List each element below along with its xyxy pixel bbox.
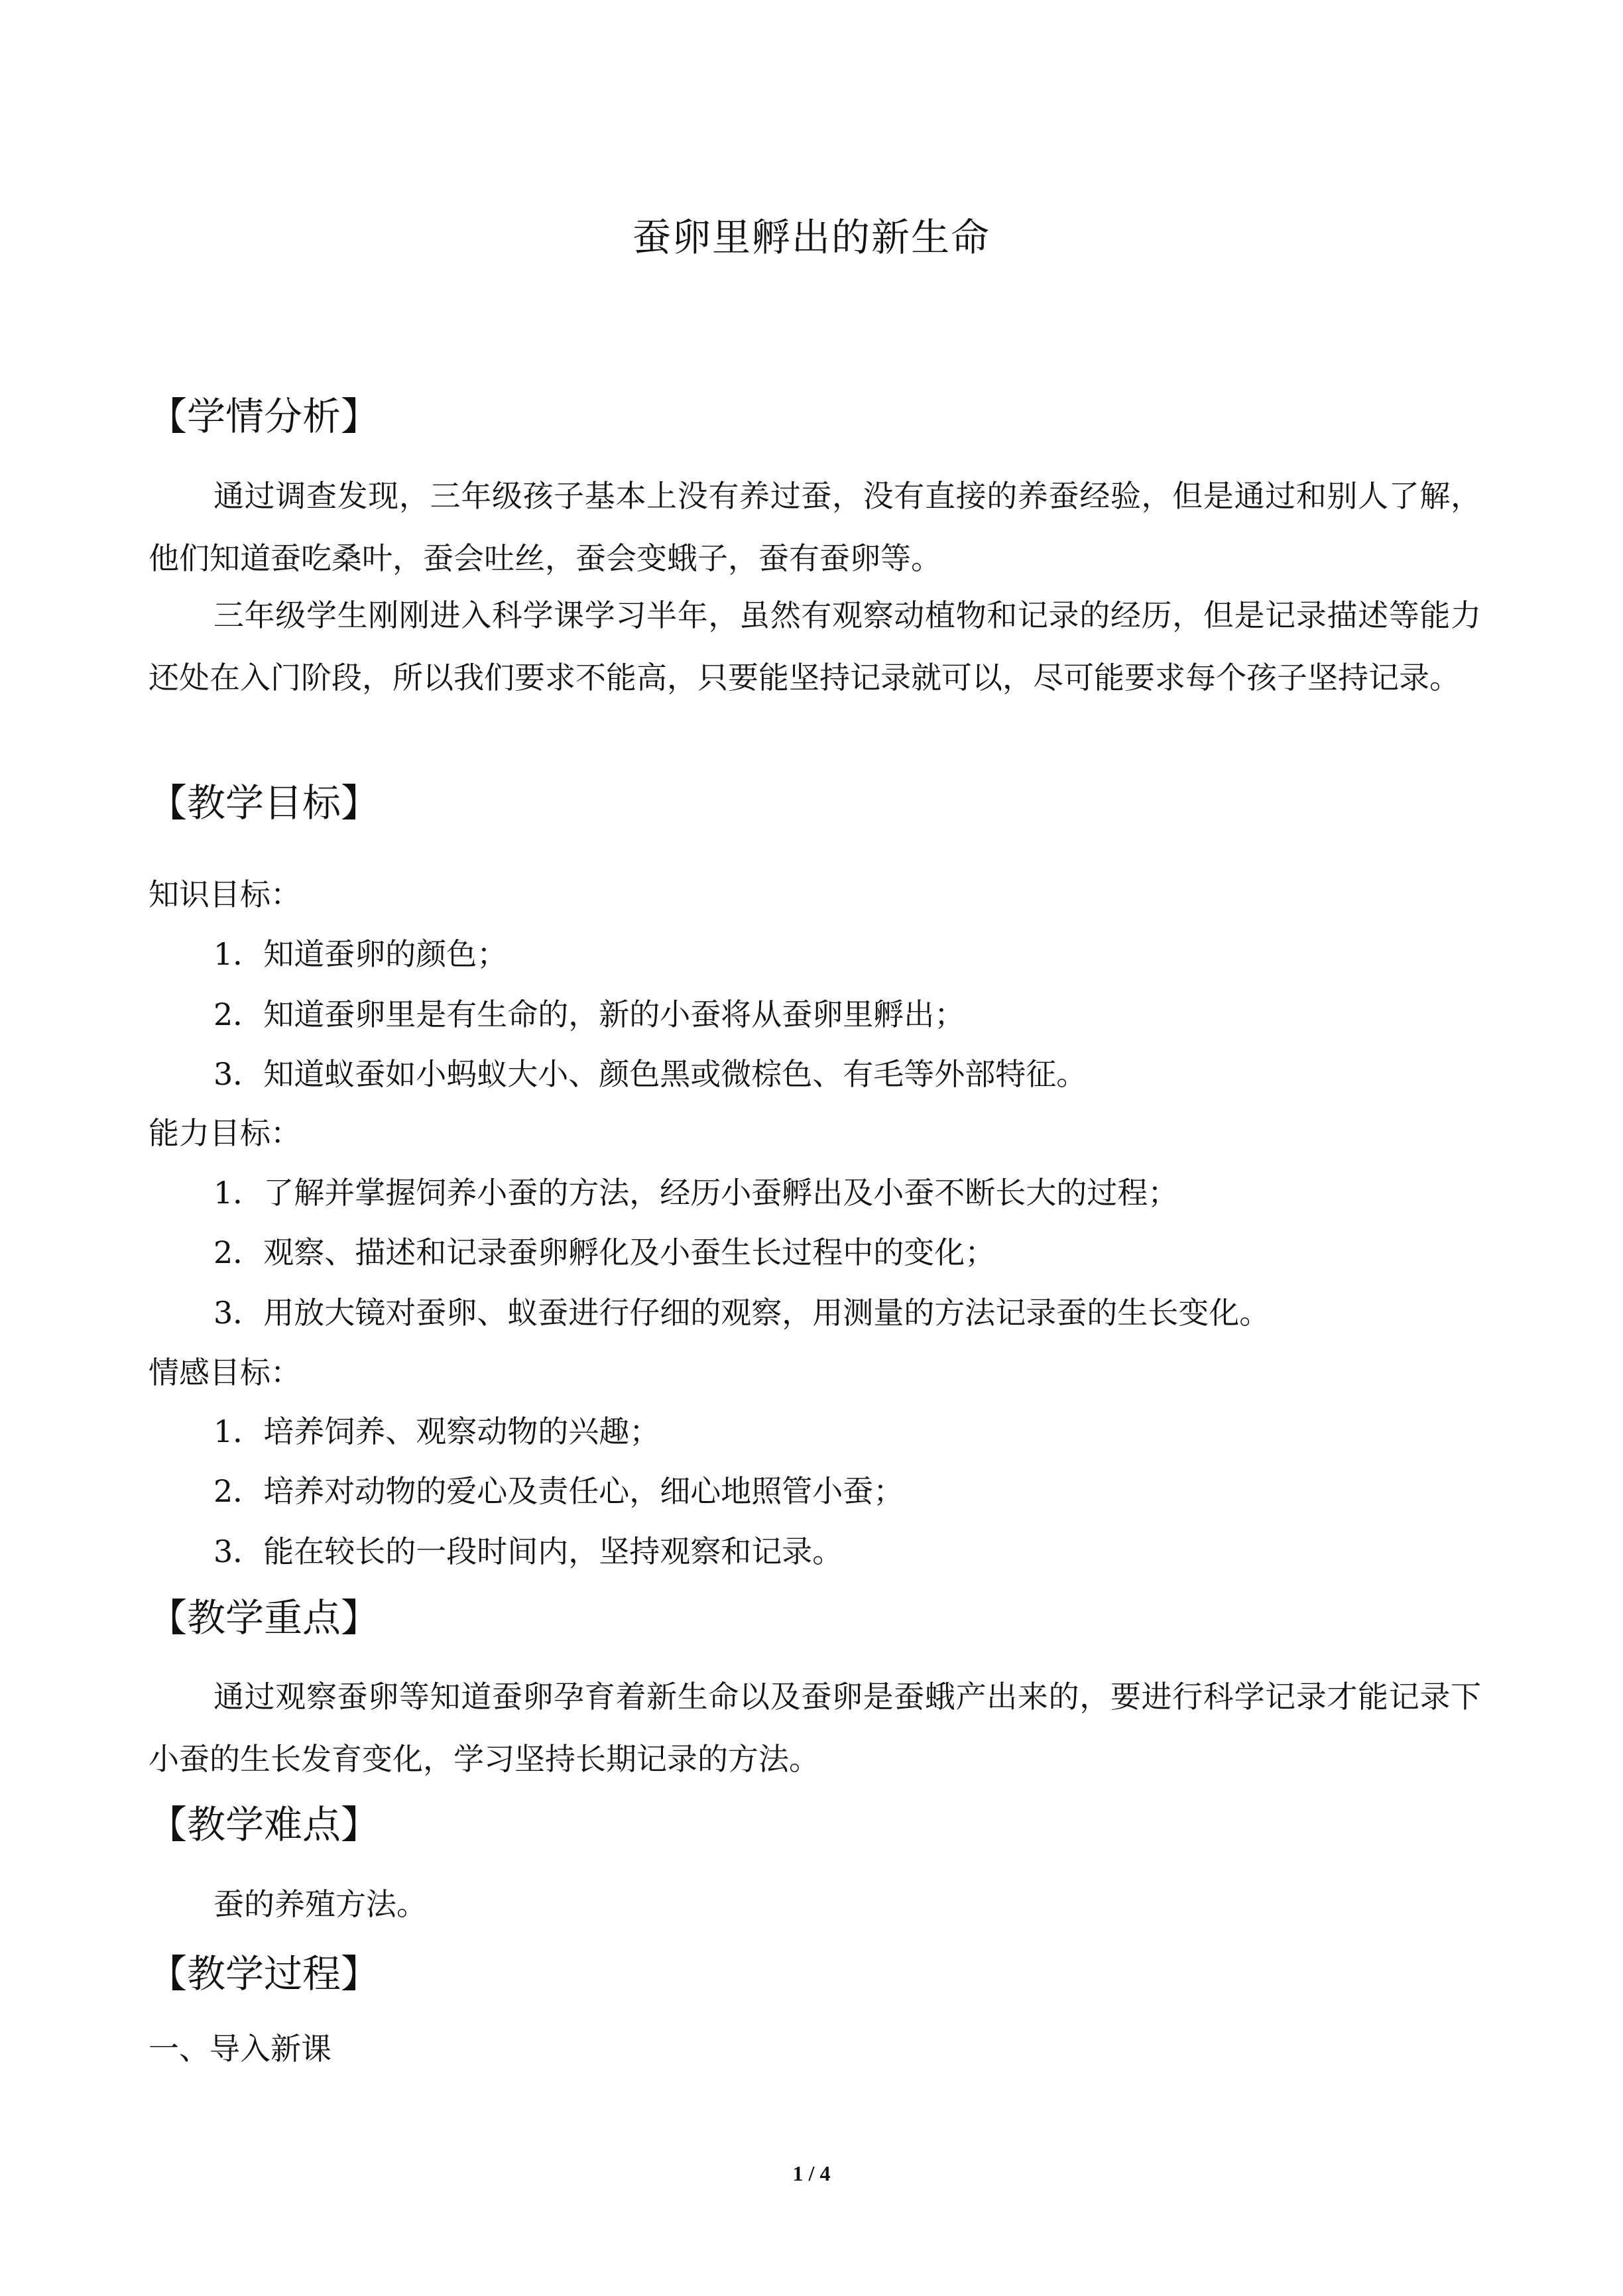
process-step-1: 一、导入新课 [149, 2031, 331, 2067]
difficulties-paragraph: 蚕的养殖方法。 [213, 1886, 427, 1922]
knowledge-goal-item: 2．知道蚕卵里是有生命的，新的小蚕将从蚕卵里孵出； [213, 997, 965, 1032]
heading-goals: 【教学目标】 [149, 780, 380, 825]
heading-analysis: 【学情分析】 [149, 394, 380, 439]
ability-goal-item: 3．用放大镜对蚕卵、蚁蚕进行仔细的观察，用测量的方法记录蚕的生长变化。 [213, 1295, 1270, 1331]
emotion-goal-item: 2．培养对动物的爱心及责任心，细心地照管小蚕； [213, 1473, 904, 1509]
analysis-paragraph-2: 三年级学生刚刚进入科学课学习半年，虽然有观察动植物和记录的经历，但是记录描述等能力还处在入门阶段，所以我们要求不能高，只要能坚持记录就可以，尽可能要求每个孩子坚持记录。 [149, 597, 1481, 695]
heading-difficulties: 【教学难点】 [149, 1802, 380, 1847]
knowledge-goals-label: 知识目标： [149, 876, 301, 912]
page-number: 1 / 4 [792, 2161, 831, 2185]
ability-goal-item: 1．了解并掌握饲养小蚕的方法，经历小蚕孵出及小蚕不断长大的过程； [213, 1175, 1179, 1211]
analysis-paragraph-1: 通过调查发现，三年级孩子基本上没有养过蚕，没有直接的养蚕经验，但是通过和别人了解，他们知道蚕吃桑叶，蚕会吐丝，蚕会变蛾子，蚕有蚕卵等。 [149, 478, 1481, 576]
emotion-goal-item: 1．培养饲养、观察动物的兴趣； [213, 1414, 660, 1449]
ability-goals-label: 能力目标： [149, 1115, 301, 1151]
heading-process: 【教学过程】 [149, 1951, 380, 1996]
ability-goal-item: 2．观察、描述和记录蚕卵孵化及小蚕生长过程中的变化； [213, 1235, 996, 1270]
emotion-goals-label: 情感目标： [149, 1355, 301, 1390]
document-title: 蚕卵里孵出的新生命 [632, 215, 991, 260]
knowledge-goal-item: 3．知道蚁蚕如小蚂蚁大小、颜色黑或微棕色、有毛等外部特征。 [213, 1056, 1087, 1092]
knowledge-goal-item: 1．知道蚕卵的颜色； [213, 936, 508, 972]
heading-key-points: 【教学重点】 [149, 1595, 380, 1640]
key-points-paragraph: 通过观察蚕卵等知道蚕卵孕育着新生命以及蚕卵是蚕蛾产出来的，要进行科学记录才能记录下小蚕的生长发育变化，学习坚持长期记录的方法。 [149, 1679, 1481, 1777]
emotion-goal-item: 3．能在较长的一段时间内，坚持观察和记录。 [213, 1534, 843, 1569]
